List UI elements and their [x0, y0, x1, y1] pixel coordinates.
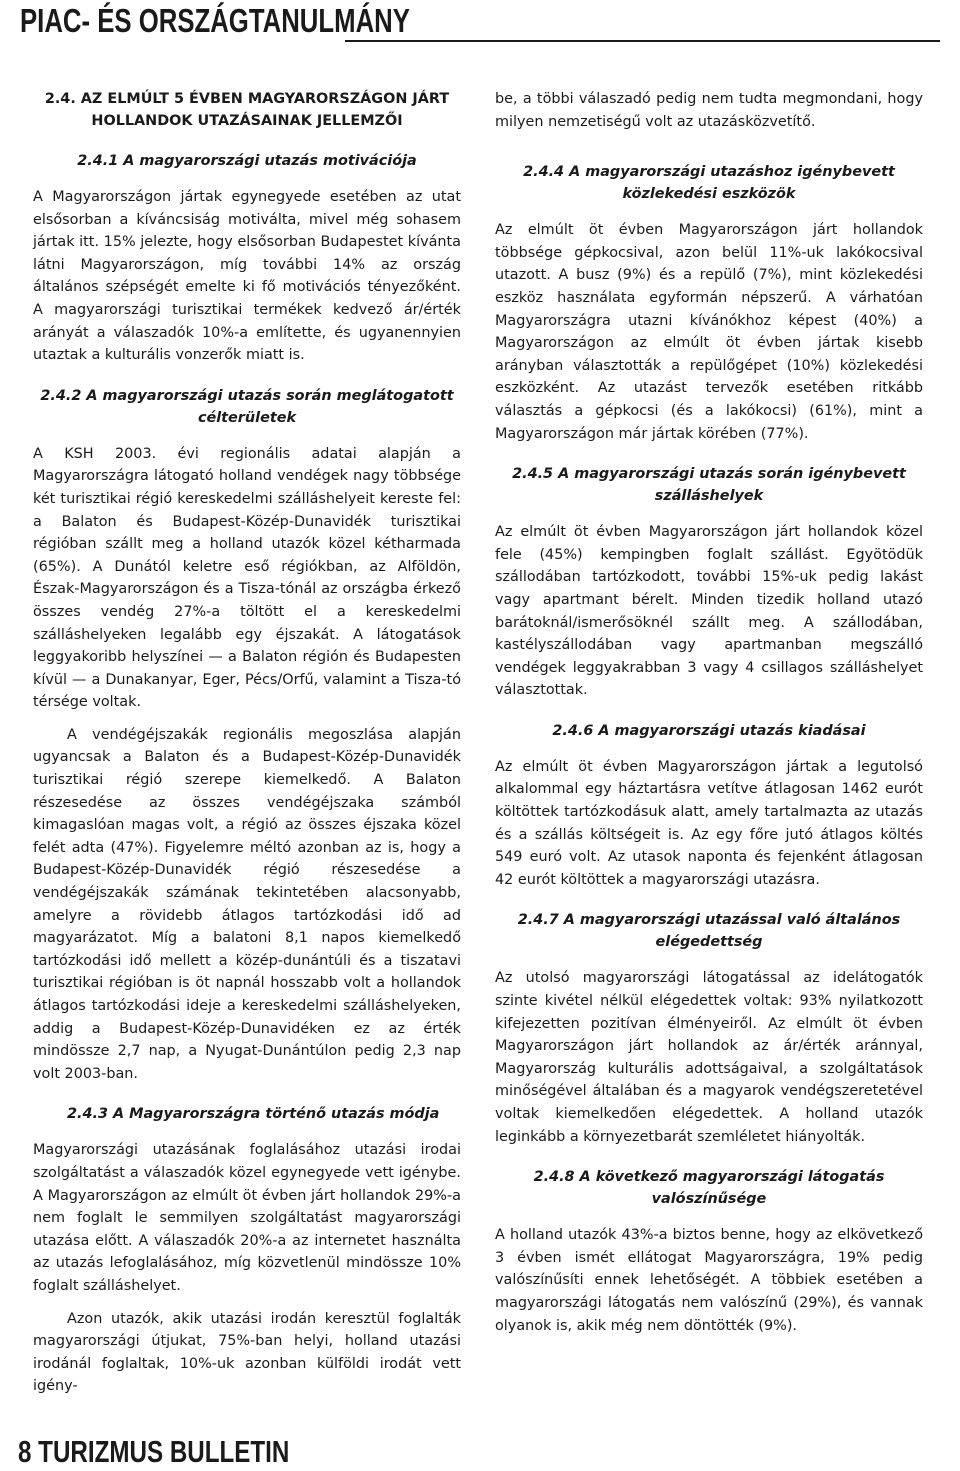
page-header-title: PIAC- ÉS ORSZÁGTANULMÁNY: [20, 2, 410, 39]
paragraph-2-4-1: A Magyarországon jártak egynegyede esetében az utat elsősorban a kíváncsiság motiválta, mivel még sohasem jártak itt. 15% jelezte, hogy elsősorban Budapestet kívánta látni Magyarországon, míg további 14% az ország általános szépségét emelte ki fő motivációs tényezőként. A magyarországi turisztikai termékek kedvező ár/érték arányát a válaszadók 10%-a említette, és ugyanennyien utaztak a kulturális vonzerők miatt is.: [33, 189, 461, 364]
right-column: [495, 88, 923, 1347]
heading-2-4-4: 2.4.4 A magyarországi utazáshoz igénybevett közlekedési eszközök: [523, 164, 895, 203]
heading-2-4-2: 2.4.2 A magyarországi utazás során meglátogatott célterületek: [40, 387, 454, 426]
paragraph-2-4-5: Az elmúlt öt évben Magyarországon járt hollandok közel fele (45%) kempingben foglalt szállást. Egyötödük szállodában tartózkodott, további 15%-uk pedig lakást vagy apartmant bérelt. Minden tizedik holland utazó barátoknál/ismerősöknél szállt meg. A szállodában, kastélyszállodában vagy apartmanban megszálló vendégek leggyakrabban 3 vagy 4 csillagos szálláshelyet választottak.: [495, 524, 923, 699]
publication-name: TURIZMUS BULLETIN: [38, 1434, 290, 1469]
paragraph-2-4-3-b: Azon utazók, akik utazási irodán keresztül foglalták magyarországi útjukat, 75%-ban helyi, holland utazási irodánál foglaltak, 10%-uk azonban külföldi irodát vett igény-: [33, 1310, 461, 1395]
section-title: 2.4. AZ ELMÚLT 5 ÉVBEN MAGYARORSZÁGON JÁRT HOLLANDOK UTAZÁSAINAK JELLEMZŐI: [44, 91, 450, 129]
heading-2-4-7: 2.4.7 A magyarországi utazással való általános elégedettség: [517, 912, 901, 951]
paragraph-2-4-3-a: Magyarországi utazásának foglalásához utazási irodai szolgáltatást a válaszadók közel egynegyede vett igénybe. A Magyarországon az elmúlt öt évben járt hollandok 29%-a nem foglalt le semmilyen szolgáltatást magyarországi utazása előtt. A válaszadók 20%-a az internetet használta az utazás lefoglalásához, míg közvetlenül mindössze 10% foglalt szálláshelyet.: [33, 1142, 461, 1294]
paragraph-2-4-7: Az utolsó magyarországi látogatással az idelátogatók szinte kivétel nélkül elégedettek voltak: 93% nyilatkozott kifejezetten pozitívan élményeiről. Az elmúlt öt évben Magyarországon járt hollandok az ár/érték aránnyal, Magyarország kulturális adottságaival, a szolgáltatások minőségével általában és a magyarok vendégszeretetével voltak kiemelkedően elégedettek. A holland utazók leginkább a környezetbarát szemléletet hiányolták.: [495, 970, 923, 1145]
paragraph-2-4-4: Az elmúlt öt évben Magyarországon járt hollandok többsége gépkocsival, azon belül 11%-uk lakókocsival utazott. A busz (9%) és a repülő (7%), mint közlekedési eszköz használata egyformán népszerű. A várhatóan Magyarországra utazni kívánókhoz képest (40%) a Magyarországon az elmúlt öt évben jártak kisebb arányban választották a repülőgépet (10%) közlekedési eszközként. Az utazást tervezők esetében ritkább választás a gépkocsi (és a lakókocsi) (61%), mint a Magyarországon már jártak körében (77%).: [495, 222, 923, 442]
paragraph-2-4-2-a: A KSH 2003. évi regionális adatai alapján a Magyarországra látogató holland vendégek nagy többsége két turisztikai régió kereskedelmi szálláshelyeit kereste fel: a Balaton és Budapest-Közép-Dunavidék turisztikai régióban szállt meg a holland utazók közel kétharmada (65%). A Dunától keletre eső régiókban, az Alföldön, Észak-Magyarországon és a Tisza-tónál az országba érkező összes vendég 27%-a töltött el a kereskedelmi szálláshelyeken legalább egy éjszakát. A látogatások leggyakoribb helyszínei — a Balaton régión és Budapesten kívül — a Dunakanyar, Eger, Pécs/Orfű, valamint a Tisza-tó térsége voltak.: [33, 445, 461, 711]
heading-2-4-6: 2.4.6 A magyarországi utazás kiadásai: [552, 722, 866, 739]
heading-2-4-8: 2.4.8 A következő magyarországi látogatás valószínűsége: [533, 1169, 885, 1208]
header-rule: [345, 40, 940, 42]
left-column: [33, 88, 461, 1408]
heading-2-4-1: 2.4.1 A magyarországi utazás motivációja: [77, 153, 417, 169]
paragraph-2-4-2-b: A vendégéjszakák regionális megoszlása alapján ugyancsak a Balaton és a Budapest-Közép-Dunavidék turisztikai régió szerepe kiemelkedő. A Balaton részesedése az összes vendégéjszaka számból kimagaslóan magas volt, a régió az összes éjszaka közel felét adta (47%). Figyelemre méltó azonban az is, hogy a Budapest-Közép-Dunavidék régió részesedése a vendégéjszakák számának tekintetében alacsonyabb, amelyre a rövidebb átlagos tartózkodási idő ad magyarázatot. Míg a balatoni 8,1 napos kiemelkedő tartózkodási idő mellett a közép-dunántúli és a tiszatavi turisztikai régióban is öt napnál hosszabb volt a hollandok átlagos tartózkodási ideje a kereskedelmi szálláshelyeken, addig a Budapest-Közép-Dunavidéken ez az érték mindössze 2,7 nap, a Nyugat-Dunántúlon pedig 2,3 nap volt 2003-ban.: [33, 726, 461, 1082]
page-footer: [18, 1434, 289, 1470]
heading-2-4-3: 2.4.3 A Magyarországra történő utazás módja: [67, 1106, 440, 1123]
heading-2-4-5: 2.4.5 A magyarországi utazás során igénybevett szálláshelyek: [512, 466, 906, 505]
paragraph-2-4-6: Az elmúlt öt évben Magyarországon jártak a legutolsó alkalommal egy háztartásra vetítve átlagosan 1462 eurót költöttek tartózkodásuk alatt, amely tartalmazta az utazás és a szállás költségeit is. Az egy főre jutó átlagos költés 549 euró volt. Az utasok naponta és fejenként átlagosan 42 eurót költöttek a magyarországi utazásra.: [495, 758, 923, 888]
paragraph-2-4-8: A holland utazók 43%-a biztos benne, hogy az elkövetkező 3 évben ismét ellátogat Magyarországra, 19% pedig valószínűsíti ennek lehetőségét. A többiek esetében a magyarországi látogatás nem valószínű (29%), és vannak olyanok is, akik még nem döntötték (9%).: [495, 1227, 923, 1334]
paragraph-continuation: be, a többi válaszadó pedig nem tudta megmondani, hogy milyen nemzetiségű volt az utazásközvetítő.: [495, 91, 923, 130]
page-number: 8: [18, 1434, 32, 1469]
